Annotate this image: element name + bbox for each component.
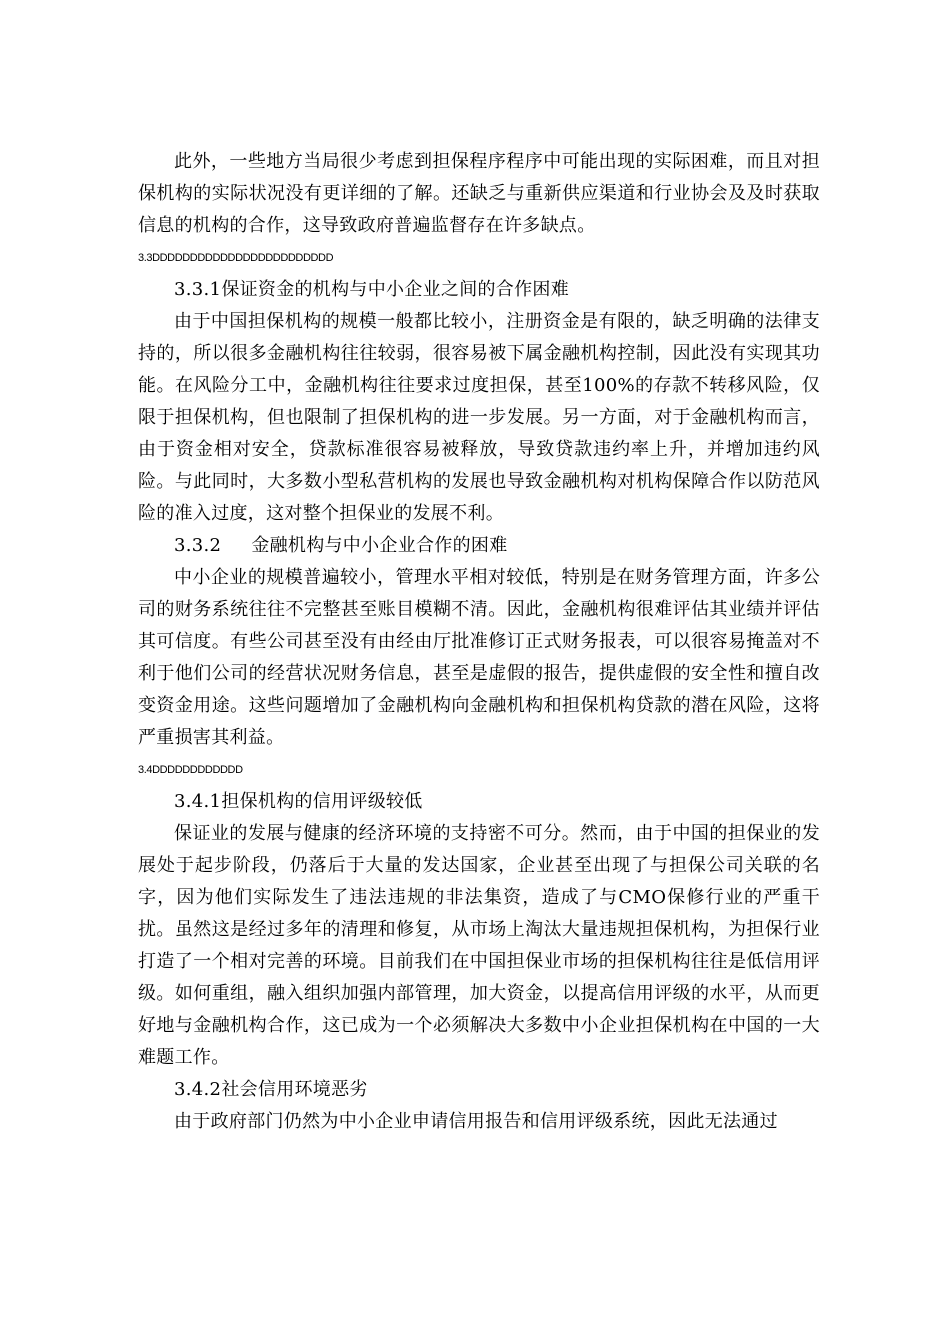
paragraph-credit-rating: 保证业的发展与健康的经济环境的支持密不可分。然而，由于中国的担保业的发展处于起步阶段，仍落后于大量的发达国家，企业甚至出现了与担保公司关联的名字，因为他们实际发生了违法违规的非法集资，造成了与CMO保修行业的严重干扰。虽然这是经过多年的清理和修复，从市场上淘汰大量违规担保机构，为担保行业打造了一个相对完善的环境。目前我们在中国担保业市场的担保机构往往是低信用评级。如何重组，融入组织加强内部管理，加大资金，以提高信用评级的水平，从而更好地与金融机构合作，这已成为一个必须解决大多数中小企业担保机构在中国的一大难题工作。 [138, 823, 820, 1068]
section-heading-3-3: 3.3DDDDDDDDDDDDDDDDDDDDDDDD [138, 252, 334, 264]
subheading-title: 社会信用环境恶劣 [221, 1079, 368, 1100]
section-heading-3-4: 3.4DDDDDDDDDDDD [138, 764, 243, 776]
paragraph-social-credit: 由于政府部门仍然为中小企业申请信用报告和信用评级系统，因此无法通过 [174, 1111, 778, 1132]
subheading-3-4-1 [138, 786, 820, 818]
paragraph-guarantee-cooperation: 由于中国担保机构的规模一般都比较小，注册资金是有限的，缺乏明确的法律支持的，所以很多金融机构往往较弱，很容易被下属金融机构控制，因此没有实现其功能。在风险分工中，金融机构往往要求过度担保，甚至100%的存款不转移风险，仅限于担保机构，但也限制了担保机构的进一步发展。另一方面，对于金融机构而言，由于资金相对安全，贷款标准很容易被释放，导致贷款违约率上升，并增加违约风险。与此同时，大多数小型私营机构的发展也导致金融机构对机构保障合作以防范风险的准入过度，这对整个担保业的发展不利。 [138, 311, 820, 524]
paragraph-local-supervision: 此外，一些地方当局很少考虑到担保程序程序中可能出现的实际困难，而且对担保机构的实际状况没有更详细的了解。还缺乏与重新供应渠道和行业协会及及时获取信息的机构的合作，这导致政府普遍监督存在许多缺点。 [138, 151, 820, 236]
subheading-number: 3.3.1 [174, 279, 222, 300]
subheading-number: 3.4.2 [174, 1079, 222, 1100]
document-body [138, 146, 820, 1138]
paragraph-sme-finance: 中小企业的规模普遍较小，管理水平相对较低，特别是在财务管理方面，许多公司的财务系统往往不完整甚至账目模糊不清。因此，金融机构很难评估其业绩并评估其可信度。有些公司甚至没有由经由厅批准修订正式财务报表，可以很容易掩盖对不利于他们公司的经营状况财务信息，甚至是虚假的报告，提供虚假的安全性和擅自改变资金用途。这些问题增加了金融机构向金融机构和担保机构贷款的潜在风险，这将严重损害其利益。 [138, 567, 820, 748]
subheading-number: 3.4.1 [174, 791, 222, 812]
subheading-3-4-2 [138, 1074, 820, 1106]
subheading-title: 担保机构的信用评级较低 [221, 791, 423, 812]
subheading-title: 保证资金的机构与中小企业之间的合作困难 [221, 279, 570, 300]
subheading-title: 金融机构与中小企业合作的困难 [251, 535, 508, 556]
subheading-number: 3.3.2 [174, 535, 222, 556]
subheading-3-3-1 [138, 274, 820, 306]
subheading-3-3-2 [138, 530, 820, 562]
